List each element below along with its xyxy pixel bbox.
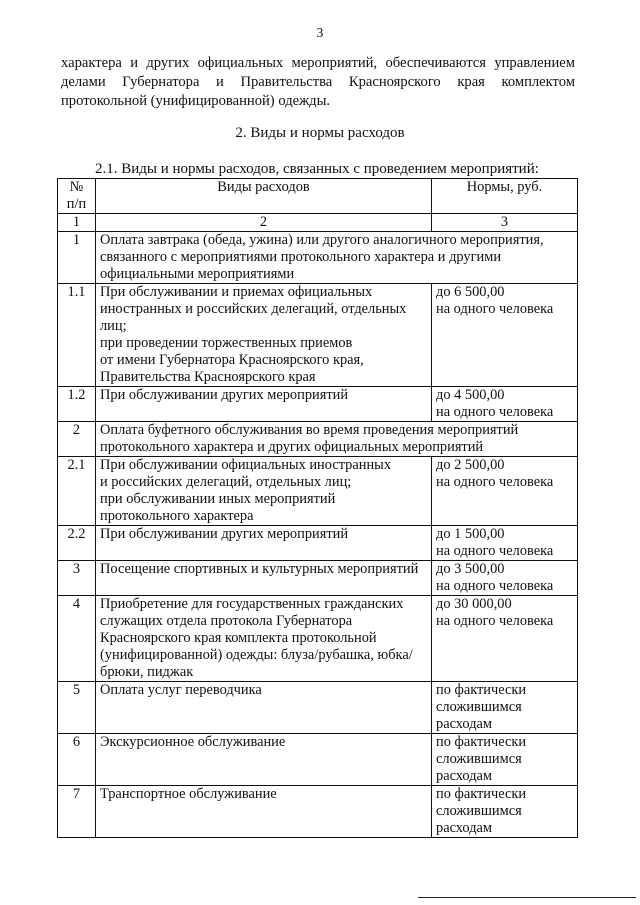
norm-cell: по фактически сложившимся расходам: [432, 682, 578, 734]
index-cell: 1: [58, 214, 96, 232]
table-row: [58, 734, 578, 786]
norm-cell: до 30 000,00 на одного человека: [432, 596, 578, 682]
norm-cell: до 2 500,00 на одного человека: [432, 457, 578, 526]
intro-paragraph: характера и других официальных мероприятий, обеспечиваются управлением делами Губернатора и Правительства Красноярского края комплектом протокольной (унифицированной) одежды.: [61, 55, 575, 109]
norm-cell: до 4 500,00 на одного человека: [432, 387, 578, 422]
expense-type-cell: Транспортное обслуживание: [96, 786, 432, 838]
table-row: [58, 284, 578, 387]
norm-cell: до 6 500,00 на одного человека: [432, 284, 578, 387]
table-row: [58, 561, 578, 596]
row-number: 4: [58, 596, 96, 682]
table-row: [58, 682, 578, 734]
row-number: 1: [58, 232, 96, 284]
row-number: 7: [58, 786, 96, 838]
index-cell: 2: [96, 214, 432, 232]
expense-type-cell: Экскурсионное обслуживание: [96, 734, 432, 786]
row-number: 1.2: [58, 387, 96, 422]
table-row: [58, 232, 578, 284]
header-norm: Нормы, руб.: [432, 179, 578, 214]
norm-cell: по фактически сложившимся расходам: [432, 786, 578, 838]
expense-type-cell: Оплата буфетного обслуживания во время проведения мероприятий протокольного характера и других официальных мероприятий: [96, 422, 578, 457]
expense-type-cell: Приобретение для государственных гражданских служащих отдела протокола Губернатора Красноярского края комплекта протокольной (унифицированной) одежды: блуза/рубашка, юбка/брюки, пиджак: [96, 596, 432, 682]
table-row: [58, 526, 578, 561]
table-row: [58, 387, 578, 422]
norm-cell: до 1 500,00 на одного человека: [432, 526, 578, 561]
expense-type-cell: Оплата завтрака (обеда, ужина) или другого аналогичного мероприятия, связанного с мероприятиями протокольного характера и другими официальными мероприятиями: [96, 232, 578, 284]
row-number: 2: [58, 422, 96, 457]
header-number: № п/п: [58, 179, 96, 214]
row-number: 2.1: [58, 457, 96, 526]
section-title: 2. Виды и нормы расходов: [235, 125, 405, 141]
expense-type-cell: При обслуживании других мероприятий: [96, 387, 432, 422]
table-header-row: [58, 179, 578, 214]
row-number: 6: [58, 734, 96, 786]
expense-type-cell: Оплата услуг переводчика: [96, 682, 432, 734]
row-number: 1.1: [58, 284, 96, 387]
expense-type-cell: При обслуживании официальных иностранных и российских делегаций, отдельных лиц; при обслуживании иных мероприятий протокольного характера: [96, 457, 432, 526]
row-number: 2.2: [58, 526, 96, 561]
footer-line: [418, 897, 636, 898]
expenses-table: [57, 178, 578, 838]
row-number: 3: [58, 561, 96, 596]
table-row: [58, 596, 578, 682]
expense-type-cell: При обслуживании других мероприятий: [96, 526, 432, 561]
table-row: [58, 457, 578, 526]
page-number: 3: [316, 25, 324, 40]
norm-cell: по фактически сложившимся расходам: [432, 734, 578, 786]
expense-type-cell: При обслуживании и приемах официальных иностранных и российских делегаций, отдельных лиц; при проведении торжественных приемов от имени Губернатора Красноярского края, Правительства Красноярского края: [96, 284, 432, 387]
table-index-row: [58, 214, 578, 232]
table-row: [58, 422, 578, 457]
norm-cell: до 3 500,00 на одного человека: [432, 561, 578, 596]
header-expense-type: Виды расходов: [96, 179, 432, 214]
row-number: 5: [58, 682, 96, 734]
index-cell: 3: [432, 214, 578, 232]
expense-type-cell: Посещение спортивных и культурных мероприятий: [96, 561, 432, 596]
table-row: [58, 786, 578, 838]
expenses-table-body: [58, 179, 578, 838]
subsection-title: 2.1. Виды и нормы расходов, связанных с проведением мероприятий:: [95, 161, 539, 177]
